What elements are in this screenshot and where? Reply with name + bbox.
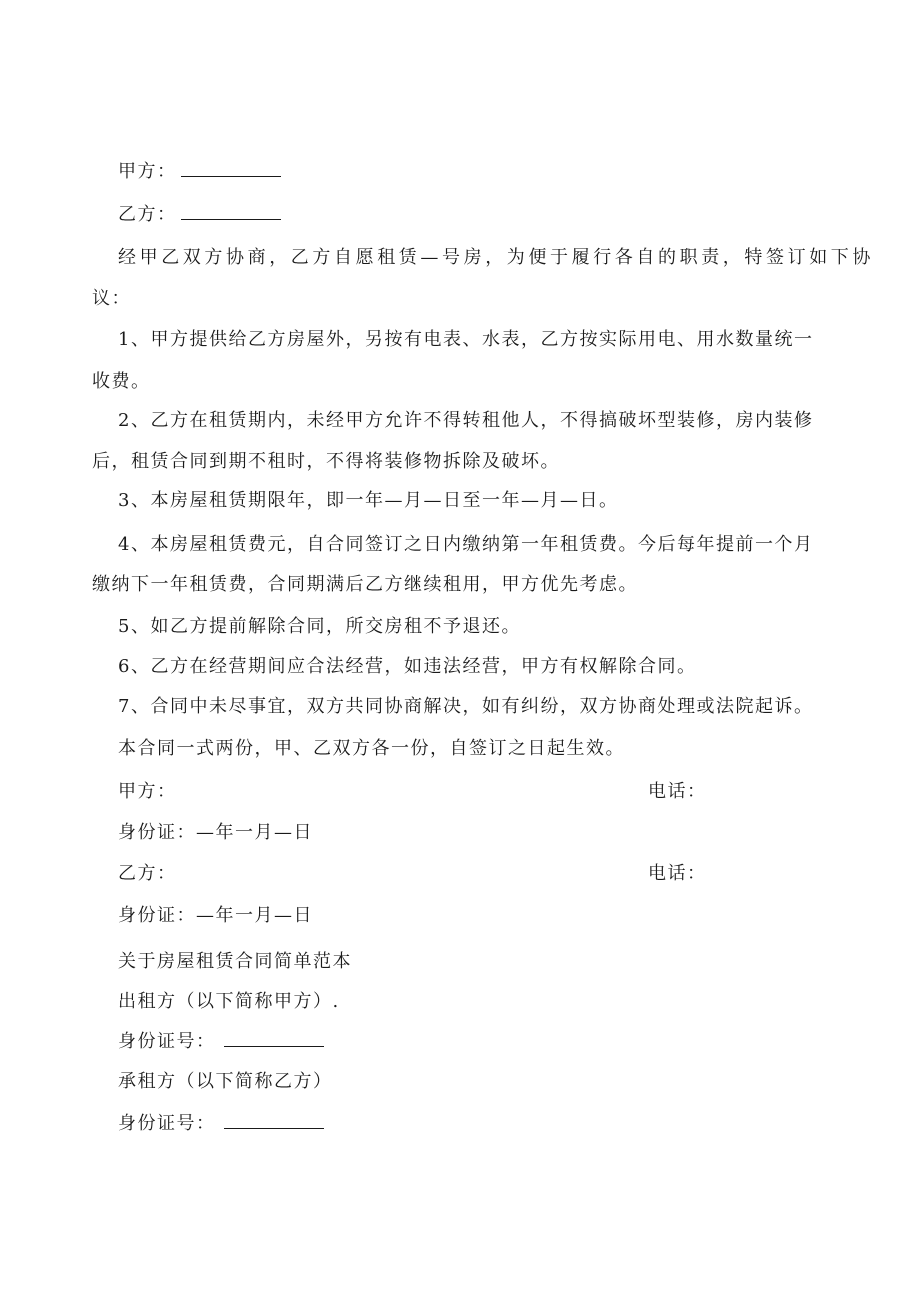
clause-1-line-1: 1、甲方提供给乙方房屋外，另按有电表、水表，乙方按实际用电、用水数量统一	[118, 329, 814, 350]
clause-4-line-2: 缴纳下一年租赁费，合同期满后乙方继续租用，甲方优先考虑。	[92, 574, 638, 595]
second-id-line-1	[118, 1030, 324, 1054]
party-a-top-label: 甲方：	[118, 161, 177, 182]
clause-2-line-1: 2、乙方在租赁期内，未经甲方允许不得转租他人，不得搞破坏型装修，房内装修	[118, 410, 814, 431]
clause-4-line-1: 4、本房屋租赁费元，自合同签订之日内缴纳第一年租赁费。今后每年提前一个月	[118, 534, 814, 555]
party-a-blank	[181, 160, 281, 177]
second-title: 关于房屋租赁合同简单范本	[118, 951, 352, 972]
party-b-top-line	[118, 203, 281, 227]
sign-party-b: 乙方：	[118, 863, 177, 884]
intro-line-2: 议：	[92, 288, 131, 309]
sign-phone-a: 电话：	[648, 781, 707, 802]
party-b-top-label: 乙方：	[118, 204, 177, 225]
sign-party-a: 甲方：	[118, 781, 177, 802]
sign-phone-b: 电话：	[648, 863, 707, 884]
clause-6: 6、乙方在经营期间应合法经营，如违法经营，甲方有权解除合同。	[118, 656, 697, 677]
intro-line-1: 经甲乙双方协商，乙方自愿租赁—号房，为便于履行各自的职责，特签订如下协	[118, 247, 874, 268]
clause-3: 3、本房屋租赁期限年，即一年—月—日至一年—月—日。	[118, 490, 619, 511]
second-id-line-2	[118, 1112, 324, 1136]
party-b-blank	[181, 203, 281, 220]
clause-1-line-2: 收费。	[92, 371, 151, 392]
party-a-top-line	[118, 160, 281, 184]
second-id-blank-1	[224, 1030, 324, 1047]
closing-text: 本合同一式两份，甲、乙双方各一份，自签订之日起生效。	[118, 738, 625, 759]
clause-7: 7、合同中未尽事宜，双方共同协商解决，如有纠纷，双方协商处理或法院起诉。	[118, 696, 814, 717]
sign-id-b: 身份证：—年一月—日	[118, 905, 313, 926]
second-id-label-1: 身份证号：	[118, 1031, 216, 1052]
sign-id-a: 身份证：—年一月—日	[118, 822, 313, 843]
clause-2-line-2: 后，租赁合同到期不租时，不得将装修物拆除及破坏。	[92, 451, 560, 472]
second-lessee: 承租方（以下简称乙方）	[118, 1071, 333, 1092]
second-id-blank-2	[224, 1112, 324, 1129]
second-id-label-2: 身份证号：	[118, 1113, 216, 1134]
clause-5: 5、如乙方提前解除合同，所交房租不予退还。	[118, 616, 521, 637]
second-lessor: 出租方（以下简称甲方）.	[118, 991, 340, 1012]
